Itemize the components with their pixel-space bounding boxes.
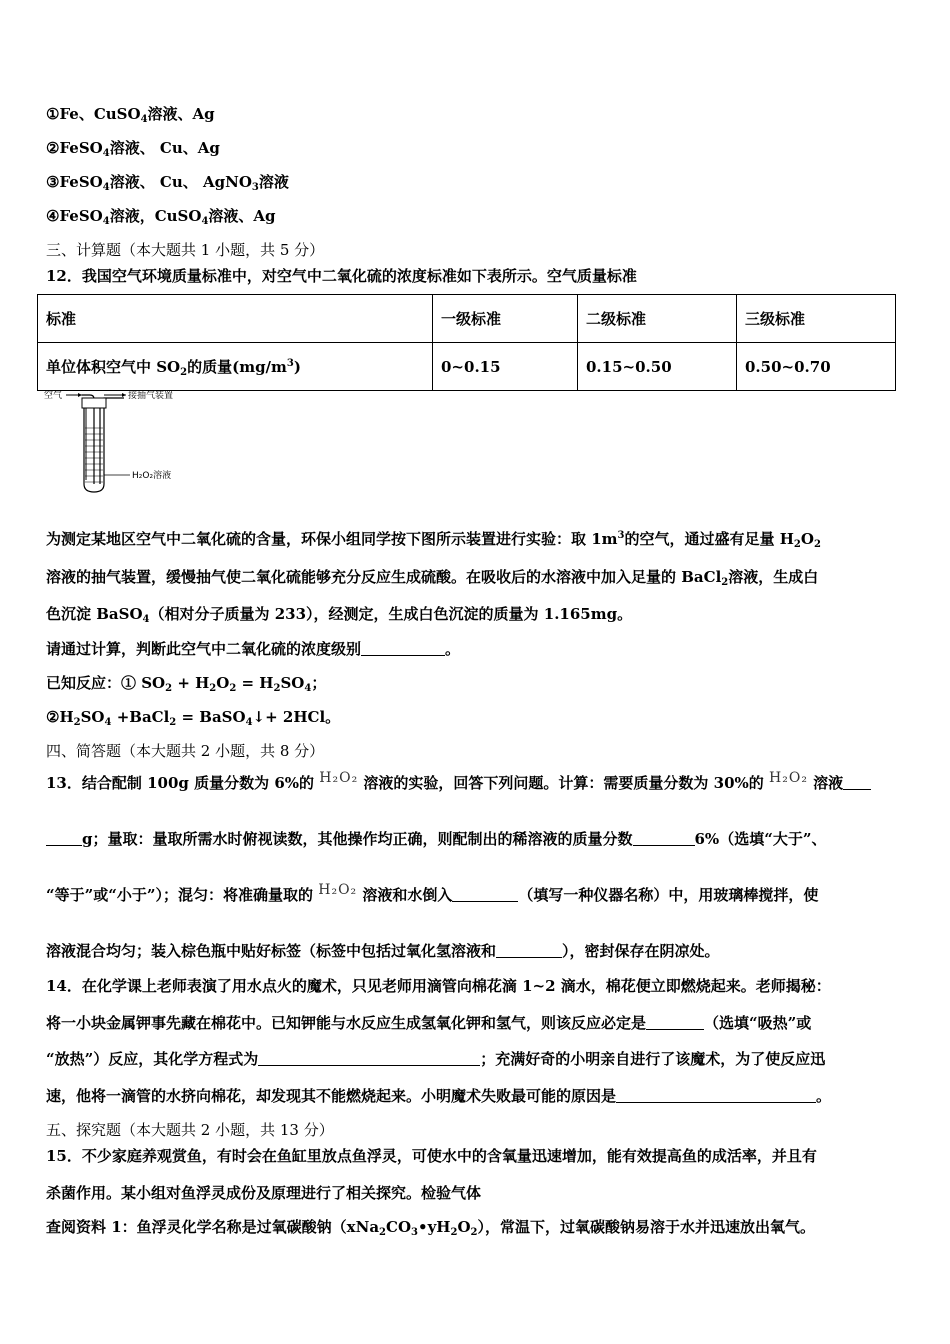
section-3-heading: 三、计算题（本大题共 1 小题，共 5 分）: [46, 241, 325, 259]
reaction-1: 已知反应：① $SO_2 + H_2O_2 = H_2SO_4$；: [46, 674, 327, 694]
option-3: ③FeSO$_4$溶液、 Cu、 AgNO$_3$溶液: [46, 173, 289, 193]
answer-blank[interactable]: [496, 943, 562, 958]
air-label: 空气: [44, 391, 63, 401]
answer-blank[interactable]: [633, 831, 695, 846]
air-quality-table: [37, 294, 896, 391]
q15-line-1: 15．不少家庭养观赏鱼，有时会在鱼缸里放点鱼浮灵，可使水中的含氧量迅速增加，能有效提高鱼的成活率，并且有: [46, 1147, 817, 1165]
answer-blank[interactable]: [843, 775, 871, 790]
table-header-standard: 标准: [38, 295, 433, 343]
apparatus-diagram: [40, 388, 200, 496]
q14-line-2: 将一小块金属钾事先藏在棉花中。已知钾能与水反应生成氢氧化钾和氢气，则该反应必定是 （选填“吸热”或: [46, 1014, 812, 1032]
option-4: ④FeSO$_4$溶液，CuSO$_4$溶液、Ag: [46, 207, 276, 227]
answer-blank[interactable]: [361, 641, 445, 656]
q12-intro: 12．我国空气环境质量标准中，对空气中二氧化硫的浓度标准如下表所示。空气质量标准: [46, 267, 637, 285]
q13-line-3: “等于”或“小于”）；混匀：将准确量取的 H₂O₂ 溶液和水倒入 （填写一种仪器名称）中，用玻璃棒搅拌，使: [46, 882, 819, 904]
reaction-2: $②H_2SO_4$ +BaCl$_2$ = BaSO$_4$↓+ 2HCl。: [46, 708, 341, 728]
q14-line-1: 14．在化学课上老师表演了用水点火的魔术，只见老师用滴管向棉花滴 1~2 滴水，棉花便立即燃烧起来。老师揭秘：: [46, 977, 831, 995]
answer-blank[interactable]: [46, 831, 82, 846]
q14-line-3: “放热”）反应，其化学方程式为 ；充满好奇的小明亲自进行了该魔术，为了使反应迅: [46, 1050, 826, 1068]
answer-blank[interactable]: [452, 887, 518, 902]
answer-blank[interactable]: [616, 1088, 816, 1103]
table-header-level-3: 三级标准: [737, 295, 896, 343]
answer-blank[interactable]: [258, 1051, 480, 1066]
table-cell-row-label: 单位体积空气中 $SO_2$的质量$(mg/m^3)$: [38, 343, 433, 391]
answer-blank[interactable]: [646, 1015, 704, 1030]
q13-line-2: g；量取：量取所需水时俯视读数，其他操作均正确，则配制出的稀溶液的质量分数 6%（选填“大于”、: [46, 828, 826, 849]
q12-paragraph-line-3: 色沉淀 BaSO$_4$（相对分子质量为 233），经测定，生成白色沉淀的质量为 1.165mg。: [46, 605, 633, 625]
section-5-heading: 五、探究题（本大题共 2 小题，共 13 分）: [46, 1121, 334, 1139]
table-row: [38, 295, 896, 343]
h2o2-formula: H₂O₂: [319, 770, 359, 786]
option-1: ①Fe、CuSO$_4$溶液、Ag: [46, 105, 215, 125]
table-row: [38, 343, 896, 391]
q15-line-3: 查阅资料 1：鱼浮灵化学名称是过氧碳酸钠$(xNa_2CO_3•yH_2O_2)$，常温下，过氧碳酸钠易溶于水并迅速放出氧气。: [46, 1218, 816, 1238]
pump-label: 接抽气装置: [128, 391, 174, 401]
table-cell-level-1: 0~0.15: [433, 343, 578, 391]
q14-line-4: 速，他将一滴管的水挤向棉花，却发现其不能燃烧起来。小明魔术失败最可能的原因是 。: [46, 1087, 832, 1105]
q12-question: 请通过计算，判断此空气中二氧化硫的浓度级别 。: [46, 640, 461, 658]
q15-line-2: 杀菌作用。某小组对鱼浮灵成份及原理进行了相关探究。检验气体: [46, 1184, 482, 1202]
section-4-heading: 四、简答题（本大题共 2 小题，共 8 分）: [46, 742, 325, 760]
table-cell-level-2: 0.15~0.50: [578, 343, 737, 391]
table-header-level-2: 二级标准: [578, 295, 737, 343]
h2o2-formula: H₂O₂: [318, 882, 358, 898]
table-header-level-1: 一级标准: [433, 295, 578, 343]
q13-line-4: 溶液混合均匀；装入棕色瓶中贴好标签（标签中包括过氧化氢溶液和 ），密封保存在阴凉处。: [46, 942, 720, 960]
q13-line-1: 13．结合配制 100g 质量分数为 6%的 H₂O₂ 溶液的实验，回答下列问题。计算：需要质量分数为 30%的 H₂O₂ 溶液: [46, 770, 871, 793]
h2o2-formula: H₂O₂: [769, 770, 808, 786]
table-cell-level-3: 0.50~0.70: [737, 343, 896, 391]
h2o2-solution-label: H₂O₂溶液: [132, 471, 172, 481]
q12-paragraph-line-1: 为测定某地区空气中二氧化硫的含量，环保小组同学按下图所示装置进行实验：取 $1m^3$的空气，通过盛有足量 $H_2O_2$: [46, 530, 821, 550]
option-2: ②FeSO$_4$溶液、 Cu、Ag: [46, 139, 220, 159]
q12-paragraph-line-2: 溶液的抽气装置，缓慢抽气使二氧化硫能够充分反应生成硫酸。在吸收后的水溶液中加入足量的 BaCl$_2$溶液，生成白: [46, 568, 819, 588]
